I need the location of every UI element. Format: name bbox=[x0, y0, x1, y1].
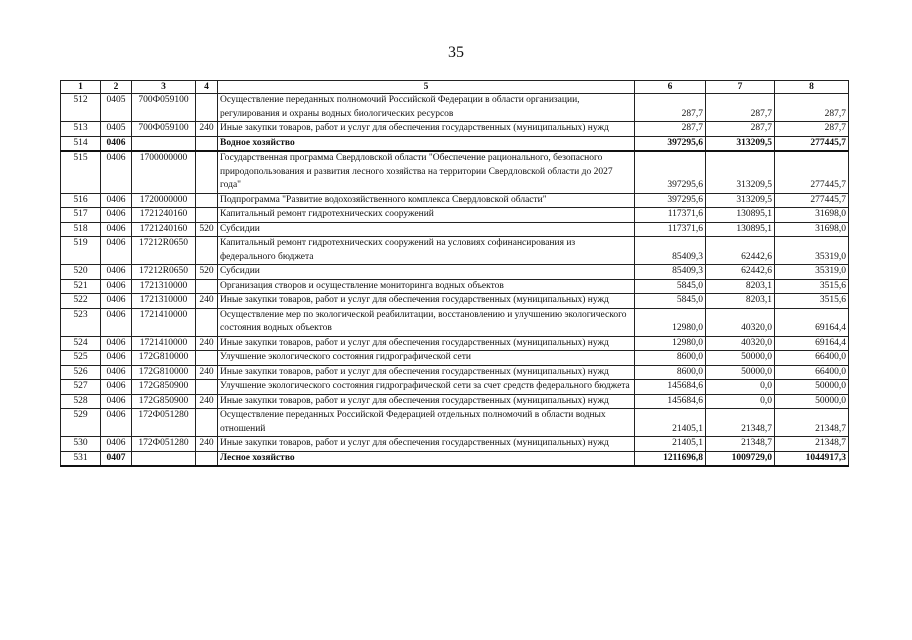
expense-type-cell: 240 bbox=[196, 336, 218, 351]
amount-year-1-cell: 287,7 bbox=[635, 94, 706, 122]
section-code-cell: 0406 bbox=[101, 394, 132, 409]
row-number-cell: 529 bbox=[61, 409, 101, 437]
section-code-cell: 0407 bbox=[101, 451, 132, 466]
column-header-4: 4 bbox=[196, 81, 218, 94]
target-article-cell bbox=[132, 136, 196, 151]
amount-year-2-cell: 287,7 bbox=[706, 94, 775, 122]
item-name-cell: Осуществление мер по экологической реабилитации, восстановлению и улучшению экологического состояния водных объектов bbox=[218, 308, 635, 336]
target-article-cell: 700Ф059100 bbox=[132, 122, 196, 137]
amount-year-1-cell: 287,7 bbox=[635, 122, 706, 137]
item-name-cell: Государственная программа Свердловской области "Обеспечение рационального, безопасного природопользования и развития лесного хозяйства на территории Свердловской области до 2027 года" bbox=[218, 151, 635, 193]
target-article-cell bbox=[132, 451, 196, 466]
amount-year-1-cell: 12980,0 bbox=[635, 336, 706, 351]
target-article-cell: 700Ф059100 bbox=[132, 94, 196, 122]
expense-type-cell bbox=[196, 351, 218, 366]
target-article-cell: 172Ф051280 bbox=[132, 437, 196, 452]
table-row bbox=[61, 193, 849, 208]
section-code-cell: 0406 bbox=[101, 222, 132, 237]
amount-year-3-cell: 35319,0 bbox=[775, 265, 849, 280]
table-row bbox=[61, 451, 849, 466]
section-code-cell: 0406 bbox=[101, 437, 132, 452]
target-article-cell: 172G810000 bbox=[132, 351, 196, 366]
amount-year-3-cell: 50000,0 bbox=[775, 394, 849, 409]
row-number-cell: 516 bbox=[61, 193, 101, 208]
table-body bbox=[61, 94, 849, 467]
section-code-cell: 0406 bbox=[101, 351, 132, 366]
item-name-cell: Улучшение экологического состояния гидрографической сети за счет средств федерального бюджета bbox=[218, 380, 635, 395]
budget-table bbox=[60, 80, 849, 467]
row-number-cell: 526 bbox=[61, 365, 101, 380]
amount-year-1-cell: 117371,6 bbox=[635, 208, 706, 223]
table-row bbox=[61, 237, 849, 265]
expense-type-cell bbox=[196, 151, 218, 193]
section-code-cell: 0406 bbox=[101, 237, 132, 265]
item-name-cell: Иные закупки товаров, работ и услуг для обеспечения государственных (муниципальных) нужд bbox=[218, 294, 635, 309]
amount-year-2-cell: 130895,1 bbox=[706, 208, 775, 223]
amount-year-2-cell: 62442,6 bbox=[706, 265, 775, 280]
column-header-5: 5 bbox=[218, 81, 635, 94]
row-number-cell: 530 bbox=[61, 437, 101, 452]
amount-year-3-cell: 69164,4 bbox=[775, 336, 849, 351]
amount-year-3-cell: 31698,0 bbox=[775, 208, 849, 223]
item-name-cell: Капитальный ремонт гидротехнических сооружений bbox=[218, 208, 635, 223]
amount-year-3-cell: 21348,7 bbox=[775, 409, 849, 437]
amount-year-1-cell: 85409,3 bbox=[635, 237, 706, 265]
expense-type-cell: 240 bbox=[196, 437, 218, 452]
amount-year-1-cell: 21405,1 bbox=[635, 437, 706, 452]
target-article-cell: 17212R0650 bbox=[132, 265, 196, 280]
amount-year-1-cell: 85409,3 bbox=[635, 265, 706, 280]
table-row bbox=[61, 222, 849, 237]
page-number: 35 bbox=[448, 44, 464, 61]
target-article-cell: 172G850900 bbox=[132, 394, 196, 409]
amount-year-2-cell: 313209,5 bbox=[706, 136, 775, 151]
table-row bbox=[61, 279, 849, 294]
amount-year-2-cell: 50000,0 bbox=[706, 351, 775, 366]
section-code-cell: 0406 bbox=[101, 265, 132, 280]
item-name-cell: Подпрограмма "Развитие водохозяйственного комплекса Свердловской области" bbox=[218, 193, 635, 208]
table-header-row bbox=[61, 81, 849, 94]
amount-year-2-cell: 21348,7 bbox=[706, 409, 775, 437]
table-row bbox=[61, 365, 849, 380]
item-name-cell: Лесное хозяйство bbox=[218, 451, 635, 466]
amount-year-1-cell: 1211696,8 bbox=[635, 451, 706, 466]
expense-type-cell: 240 bbox=[196, 122, 218, 137]
row-number-cell: 528 bbox=[61, 394, 101, 409]
expense-type-cell bbox=[196, 94, 218, 122]
expense-type-cell bbox=[196, 451, 218, 466]
item-name-cell: Субсидии bbox=[218, 222, 635, 237]
amount-year-1-cell: 397295,6 bbox=[635, 136, 706, 151]
amount-year-1-cell: 12980,0 bbox=[635, 308, 706, 336]
amount-year-2-cell: 0,0 bbox=[706, 394, 775, 409]
amount-year-2-cell: 8203,1 bbox=[706, 279, 775, 294]
item-name-cell: Организация створов и осуществление мониторинга водных объектов bbox=[218, 279, 635, 294]
target-article-cell: 1720000000 bbox=[132, 193, 196, 208]
row-number-cell: 514 bbox=[61, 136, 101, 151]
expense-type-cell: 520 bbox=[196, 265, 218, 280]
expense-type-cell: 520 bbox=[196, 222, 218, 237]
row-number-cell: 527 bbox=[61, 380, 101, 395]
amount-year-3-cell: 1044917,3 bbox=[775, 451, 849, 466]
target-article-cell: 1721310000 bbox=[132, 294, 196, 309]
section-code-cell: 0406 bbox=[101, 365, 132, 380]
amount-year-2-cell: 313209,5 bbox=[706, 193, 775, 208]
expense-type-cell bbox=[196, 237, 218, 265]
row-number-cell: 513 bbox=[61, 122, 101, 137]
amount-year-2-cell: 130895,1 bbox=[706, 222, 775, 237]
item-name-cell: Иные закупки товаров, работ и услуг для обеспечения государственных (муниципальных) нужд bbox=[218, 122, 635, 137]
amount-year-2-cell: 62442,6 bbox=[706, 237, 775, 265]
item-name-cell: Улучшение экологического состояния гидрографической сети bbox=[218, 351, 635, 366]
target-article-cell: 172Ф051280 bbox=[132, 409, 196, 437]
table-row bbox=[61, 308, 849, 336]
table-row bbox=[61, 294, 849, 309]
amount-year-1-cell: 8600,0 bbox=[635, 365, 706, 380]
amount-year-2-cell: 1009729,0 bbox=[706, 451, 775, 466]
column-header-3: 3 bbox=[132, 81, 196, 94]
item-name-cell: Капитальный ремонт гидротехнических сооружений на условиях софинансирования из федерального бюджета bbox=[218, 237, 635, 265]
amount-year-1-cell: 5845,0 bbox=[635, 294, 706, 309]
item-name-cell: Иные закупки товаров, работ и услуг для обеспечения государственных (муниципальных) нужд bbox=[218, 365, 635, 380]
amount-year-1-cell: 145684,6 bbox=[635, 380, 706, 395]
amount-year-2-cell: 287,7 bbox=[706, 122, 775, 137]
expense-type-cell: 240 bbox=[196, 294, 218, 309]
amount-year-1-cell: 117371,6 bbox=[635, 222, 706, 237]
table-row bbox=[61, 122, 849, 137]
section-code-cell: 0406 bbox=[101, 380, 132, 395]
amount-year-2-cell: 40320,0 bbox=[706, 308, 775, 336]
item-name-cell: Иные закупки товаров, работ и услуг для обеспечения государственных (муниципальных) нужд bbox=[218, 437, 635, 452]
section-code-cell: 0406 bbox=[101, 409, 132, 437]
section-code-cell: 0406 bbox=[101, 151, 132, 193]
column-header-6: 6 bbox=[635, 81, 706, 94]
amount-year-1-cell: 397295,6 bbox=[635, 193, 706, 208]
target-article-cell: 1700000000 bbox=[132, 151, 196, 193]
amount-year-1-cell: 397295,6 bbox=[635, 151, 706, 193]
item-name-cell: Иные закупки товаров, работ и услуг для обеспечения государственных (муниципальных) нужд bbox=[218, 394, 635, 409]
section-code-cell: 0406 bbox=[101, 294, 132, 309]
target-article-cell: 1721410000 bbox=[132, 308, 196, 336]
column-header-2: 2 bbox=[101, 81, 132, 94]
expense-type-cell bbox=[196, 380, 218, 395]
row-number-cell: 524 bbox=[61, 336, 101, 351]
amount-year-3-cell: 277445,7 bbox=[775, 151, 849, 193]
amount-year-3-cell: 21348,7 bbox=[775, 437, 849, 452]
table-row bbox=[61, 394, 849, 409]
amount-year-2-cell: 0,0 bbox=[706, 380, 775, 395]
amount-year-3-cell: 287,7 bbox=[775, 94, 849, 122]
amount-year-3-cell: 287,7 bbox=[775, 122, 849, 137]
amount-year-2-cell: 40320,0 bbox=[706, 336, 775, 351]
table-row bbox=[61, 351, 849, 366]
table-row bbox=[61, 380, 849, 395]
table-row bbox=[61, 136, 849, 151]
item-name-cell: Осуществление переданных Российской Федерацией отдельных полномочий в области водных отношений bbox=[218, 409, 635, 437]
amount-year-3-cell: 277445,7 bbox=[775, 136, 849, 151]
amount-year-3-cell: 35319,0 bbox=[775, 237, 849, 265]
item-name-cell: Иные закупки товаров, работ и услуг для обеспечения государственных (муниципальных) нужд bbox=[218, 336, 635, 351]
row-number-cell: 531 bbox=[61, 451, 101, 466]
amount-year-2-cell: 21348,7 bbox=[706, 437, 775, 452]
amount-year-3-cell: 69164,4 bbox=[775, 308, 849, 336]
target-article-cell: 1721310000 bbox=[132, 279, 196, 294]
table-row bbox=[61, 437, 849, 452]
table-row bbox=[61, 336, 849, 351]
target-article-cell: 172G850900 bbox=[132, 380, 196, 395]
amount-year-3-cell: 50000,0 bbox=[775, 380, 849, 395]
column-header-8: 8 bbox=[775, 81, 849, 94]
item-name-cell: Осуществление переданных полномочий Российской Федерации в области организации, регулирования и охраны водных биологических ресурсов bbox=[218, 94, 635, 122]
expense-type-cell bbox=[196, 279, 218, 294]
target-article-cell: 17212R0650 bbox=[132, 237, 196, 265]
target-article-cell: 1721240160 bbox=[132, 208, 196, 223]
amount-year-2-cell: 313209,5 bbox=[706, 151, 775, 193]
amount-year-3-cell: 66400,0 bbox=[775, 351, 849, 366]
expense-type-cell: 240 bbox=[196, 365, 218, 380]
expense-type-cell: 240 bbox=[196, 394, 218, 409]
amount-year-1-cell: 5845,0 bbox=[635, 279, 706, 294]
row-number-cell: 521 bbox=[61, 279, 101, 294]
section-code-cell: 0405 bbox=[101, 94, 132, 122]
section-code-cell: 0406 bbox=[101, 279, 132, 294]
section-code-cell: 0405 bbox=[101, 122, 132, 137]
expense-type-cell bbox=[196, 193, 218, 208]
column-header-7: 7 bbox=[706, 81, 775, 94]
column-header-1: 1 bbox=[61, 81, 101, 94]
section-code-cell: 0406 bbox=[101, 336, 132, 351]
target-article-cell: 1721410000 bbox=[132, 336, 196, 351]
section-code-cell: 0406 bbox=[101, 193, 132, 208]
row-number-cell: 522 bbox=[61, 294, 101, 309]
amount-year-3-cell: 277445,7 bbox=[775, 193, 849, 208]
target-article-cell: 172G810000 bbox=[132, 365, 196, 380]
expense-type-cell bbox=[196, 409, 218, 437]
row-number-cell: 517 bbox=[61, 208, 101, 223]
amount-year-3-cell: 3515,6 bbox=[775, 294, 849, 309]
table-row bbox=[61, 265, 849, 280]
table-row bbox=[61, 94, 849, 122]
row-number-cell: 518 bbox=[61, 222, 101, 237]
table-row bbox=[61, 208, 849, 223]
amount-year-2-cell: 50000,0 bbox=[706, 365, 775, 380]
row-number-cell: 519 bbox=[61, 237, 101, 265]
section-code-cell: 0406 bbox=[101, 308, 132, 336]
amount-year-2-cell: 8203,1 bbox=[706, 294, 775, 309]
section-code-cell: 0406 bbox=[101, 136, 132, 151]
amount-year-3-cell: 3515,6 bbox=[775, 279, 849, 294]
item-name-cell: Субсидии bbox=[218, 265, 635, 280]
table-row bbox=[61, 409, 849, 437]
expense-type-cell bbox=[196, 136, 218, 151]
amount-year-1-cell: 8600,0 bbox=[635, 351, 706, 366]
row-number-cell: 523 bbox=[61, 308, 101, 336]
row-number-cell: 525 bbox=[61, 351, 101, 366]
target-article-cell: 1721240160 bbox=[132, 222, 196, 237]
expense-type-cell bbox=[196, 208, 218, 223]
table-row bbox=[61, 151, 849, 193]
amount-year-1-cell: 21405,1 bbox=[635, 409, 706, 437]
row-number-cell: 515 bbox=[61, 151, 101, 193]
expense-type-cell bbox=[196, 308, 218, 336]
item-name-cell: Водное хозяйство bbox=[218, 136, 635, 151]
row-number-cell: 512 bbox=[61, 94, 101, 122]
amount-year-3-cell: 31698,0 bbox=[775, 222, 849, 237]
amount-year-3-cell: 66400,0 bbox=[775, 365, 849, 380]
row-number-cell: 520 bbox=[61, 265, 101, 280]
amount-year-1-cell: 145684,6 bbox=[635, 394, 706, 409]
section-code-cell: 0406 bbox=[101, 208, 132, 223]
